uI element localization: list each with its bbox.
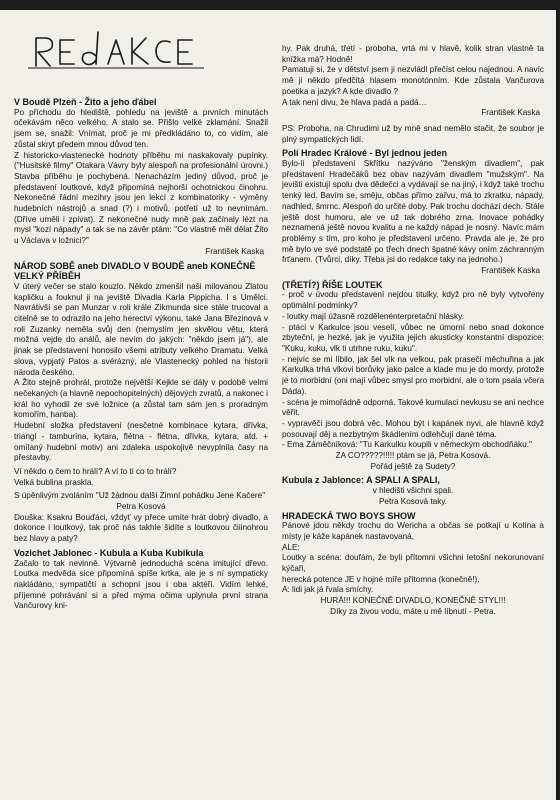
heading-byl-jednou-jeden: Polí Hradec Králové - Byl jednou jeden <box>282 148 448 159</box>
paragraph: herecká potence JE v hojné míře přítomna (konečně!), <box>282 574 480 584</box>
paragraph: A tak není divu, že hlava padá a padá… <box>282 97 427 107</box>
paragraph-douska: Douška: Ksakru Bouďáci, vždyť vy přece umíte hrát dobrý divadlo, a dokonce i loutkový, tak proč nás takhle šidíte s loutkovou čiiinohrou bez hlavy a paty? <box>14 512 268 544</box>
list-item: - nejvíc se mi líbilo, jak šel vlk na velkou, pak prasečí měchuřina a jak Karkulka trhá vlkovi borůvky jako palce a klade mu je do mordy, protože je to morbidní (oni mají vůbec smysl pro morbidní, ale o tom psala včera Dáda). <box>282 354 544 396</box>
paragraph-ps: PS: Proboha, na Chrudimi už by mně snad nemělo stačit, že soubor je plný sympatických lidí. <box>282 123 544 144</box>
author-signature: František Kaska <box>205 246 264 256</box>
author-signature: Díky za živou vodu, máte u mě líbnutí - Petra. <box>330 606 496 616</box>
author-signature: Petra Kosová taky. <box>378 496 448 506</box>
list-item: - ptáci v Karkulce jsou veselí, vůbec ne úmorní nebo snad dokonce zbyteční, je hezké, jak je využita jejich akusticky konstantní dispozice: "Kuku, kuku, vlk ti utrhne ruku, kuku". <box>282 322 544 353</box>
author-signature: Petra Kosová <box>116 502 166 512</box>
paragraph: ALE: <box>282 542 300 552</box>
heading-kubula: Vozichet Jablonec - Kubula a Kuba Kubikula <box>14 547 204 558</box>
list-item: - vypravěči jsou dobrá věc. Mohou být i kapánek nyvi, ale hlavně když posouvají děj a nezbytným škádlením odlehčují dané téma. <box>282 418 544 439</box>
paragraph: Bylo-li představení Skřítku nazýváno "ženským divadlem", pak představení Hradečáků bez obav nazývám divadlem "mužským". Na jevišti existují spolu dva dědečci a vydávají se na jiný, i když také trochu tenký led. Bavím se, směju, občas přímo zařvu, má to zkratku, nápady, nadhled, šmrnc. Alespoň do určité doby. Pak trochu dochází dech. Stále ještě dost humoru, ale ve už tak dobrého zrna. Inovace pohádky neznamená ještě novou kvalitu a ne každý nápad je nosný. Navíc mám problémy s tím, pro koho je představení určeno. Pravda ale je, že pro mě bylo ve své podstatě po třech dnech špatné kávy oním záchranným frťanem. (Tvůrci, díky. Třeba jsi do redakce taky na jednoho.) <box>282 159 544 265</box>
right-column <box>282 44 544 618</box>
page <box>0 10 556 800</box>
paragraph: A: lidi jak já řvala smíchy. <box>282 585 374 595</box>
paragraph: Velká bublina praskla. <box>14 477 94 487</box>
paragraph: Po příchodu do hlediště, pohledu na jeviště a prvních minutách očekávám něco velkého. A stalo se. Přišlo velké zklamání. Snažil jsem se, snažil: Vnímat, proč je mi předkládáno to, co vidím, ale zůstal skryt předem mnou důvod ten. <box>14 107 268 149</box>
paragraph: hy. Pak druhá, třetí - proboha, vrtá mi v hlavě, kolik stran vlastně ta knížka má? Hodně! <box>282 44 544 64</box>
paragraph: Loutky a scéna: doufám, že byli přítomni všichni letošní nekorunovaní kýčaři, <box>282 553 544 574</box>
paragraph: Ví někdo o čem to hrálí? A ví to ti co to hrálí? <box>14 466 177 476</box>
closing-question: Pořád ještě za Sudety? <box>370 461 456 471</box>
redakce-logo-icon <box>28 30 208 70</box>
paragraph: v hledišti všichni spali. <box>372 486 454 496</box>
author-signature: František Kaska <box>481 108 540 118</box>
paragraph: HURÁ!!! KONEČNĚ DIVADLO, KONEČNĚ STYL!!! <box>320 596 506 606</box>
list-item: - proč v úvodu představení nejdou titulky, když pro ně byly vytvořeny optimální podmínky? <box>282 290 544 311</box>
paragraph: A Žito stejně prohrál, protože největší Kejkle se dály v podobě velmi nečekaných (a hlavně nepochopitelných) dějových zvratů, a nakonec i král ho vyhodil ze své ložnice (a zůstal tam sám jen s proradným komořím, hanba). <box>14 378 268 420</box>
heading-narod-sobe: NÁROD SOBĚ aneb DIVADLO V BOUDĚ aneb KONEČNĚ VELKÝ PŘÍBĚH <box>14 260 256 282</box>
heading-zito: V Boudě Plzeň - Žito a jeho ďábel <box>14 97 157 107</box>
heading-spali: Kubula z Jablonce: A SPALI A SPALI, <box>282 475 440 486</box>
paragraph: Začalo to tak nevinně. Výtvarně jednoduchá scéna imitující dřevo. Loutka medvěda sice připomíná spíše krtka, ale je s ní sympaticky nakládáno, sympatičtí a schopní jsou i oba aktéři. Vidím lehké, příjemné pohrávání si a před mýma očima uplynula první strana Vančurovy kni- <box>14 558 268 611</box>
heading-two-boys-show: HRADECKÁ TWO BOYS SHOW <box>282 510 416 521</box>
list-item: - scéna je mimořádně odporná. Takové kumulaci nevkusu se ani nechce věřit. <box>282 397 544 418</box>
paragraph: Pánové jdou někdy trochu do Wericha a občas se potkají u Kolína a místy je káže kapánek nastavovaná, <box>282 521 544 541</box>
redakce-logo <box>14 10 268 94</box>
paragraph: Z historicko-vlastenecké hodnoty příběhu mi naskakovaly pupínky. ("Husitské filmy" Otakara Vávry byly alespoň na profesionální úrovni.) Stavba příběhu je pochybená. Nenacházím jediný důvod, proč je představení loutkové, když připomíná nejhorší ochotnickou činohru. Nekonečné řádní mezihry jsou jen lekcí z kombinatoriky - výměny hudebních nástrojů a snad (?) i motivů, potřetí už to nevnímám. (Dříve uměli i zpívat). Z nekonečné nudy mně pak začínaly lézt na mysl "kozí nápady" a tak se na závěr ptám: "Co vlastně měl dělat Žito u Václava v ložnici?" <box>14 150 268 246</box>
paragraph: Hudební složka představení (nesčetné kombinace kytara, dřívka, triangl - tamburína, kytara, flétna - flétna, dřívka, kytara, atd. + omílaný hudební motiv) ani zdaleka uspokojivě nevyplnila časy na přestavby. <box>14 421 268 463</box>
paragraph: S úpěnlivým zvoláním "Už žádnou další Zimní pohádku Jene Kačere" <box>14 491 266 501</box>
closing-question: ZA CO?????!!!!! ptám se já, Petra Kosová. <box>335 451 491 461</box>
list-item: - Ema Záměčníková: "Tu Karkulku koupili v německým obchodňáku." <box>282 440 532 450</box>
paragraph: Pamatuji si, že v dětství jsem ji nezvládl přečíst celou najednou. A navíc mě ji někdo předčítá hlasem monotónním. Kde zůstala Vančurova poetika a jazyk? A kde divadlo ? <box>282 65 544 96</box>
author-signature: František Kaska <box>481 266 540 276</box>
list-item: - loutky mají úžasně rozdělenénterpretační hlásky. <box>282 311 464 321</box>
left-column <box>14 10 268 612</box>
heading-rise-loutek: (TŘETÍ?) ŘÍŠE LOUTEK <box>282 279 383 290</box>
paragraph: V úterý večer se stalo kouzlo. Někdo zmenšil naši milovanou Zlatou kapličku a fouknul ji na jeviště Divadla Karla Pippicha. I s Umělci. Navrátivší se pan Munzar v roli krále Zikmunda sice stále trucoval a citelně se to odrazilo na jeho herectví výkonu, také Jana Březinová v roli Zuzanky neměla svůj den (nemyslím jen skvělou větu, která možná vejde do análů, ale nevím do jakých: "někdo jsem já"), ale jinak se představení honosilo všemi atributy velkého Dramatu. Velká slova, vypjatý Patos a svérázný, ale Vlastenecký pohled na historii národa českého. <box>14 281 268 377</box>
